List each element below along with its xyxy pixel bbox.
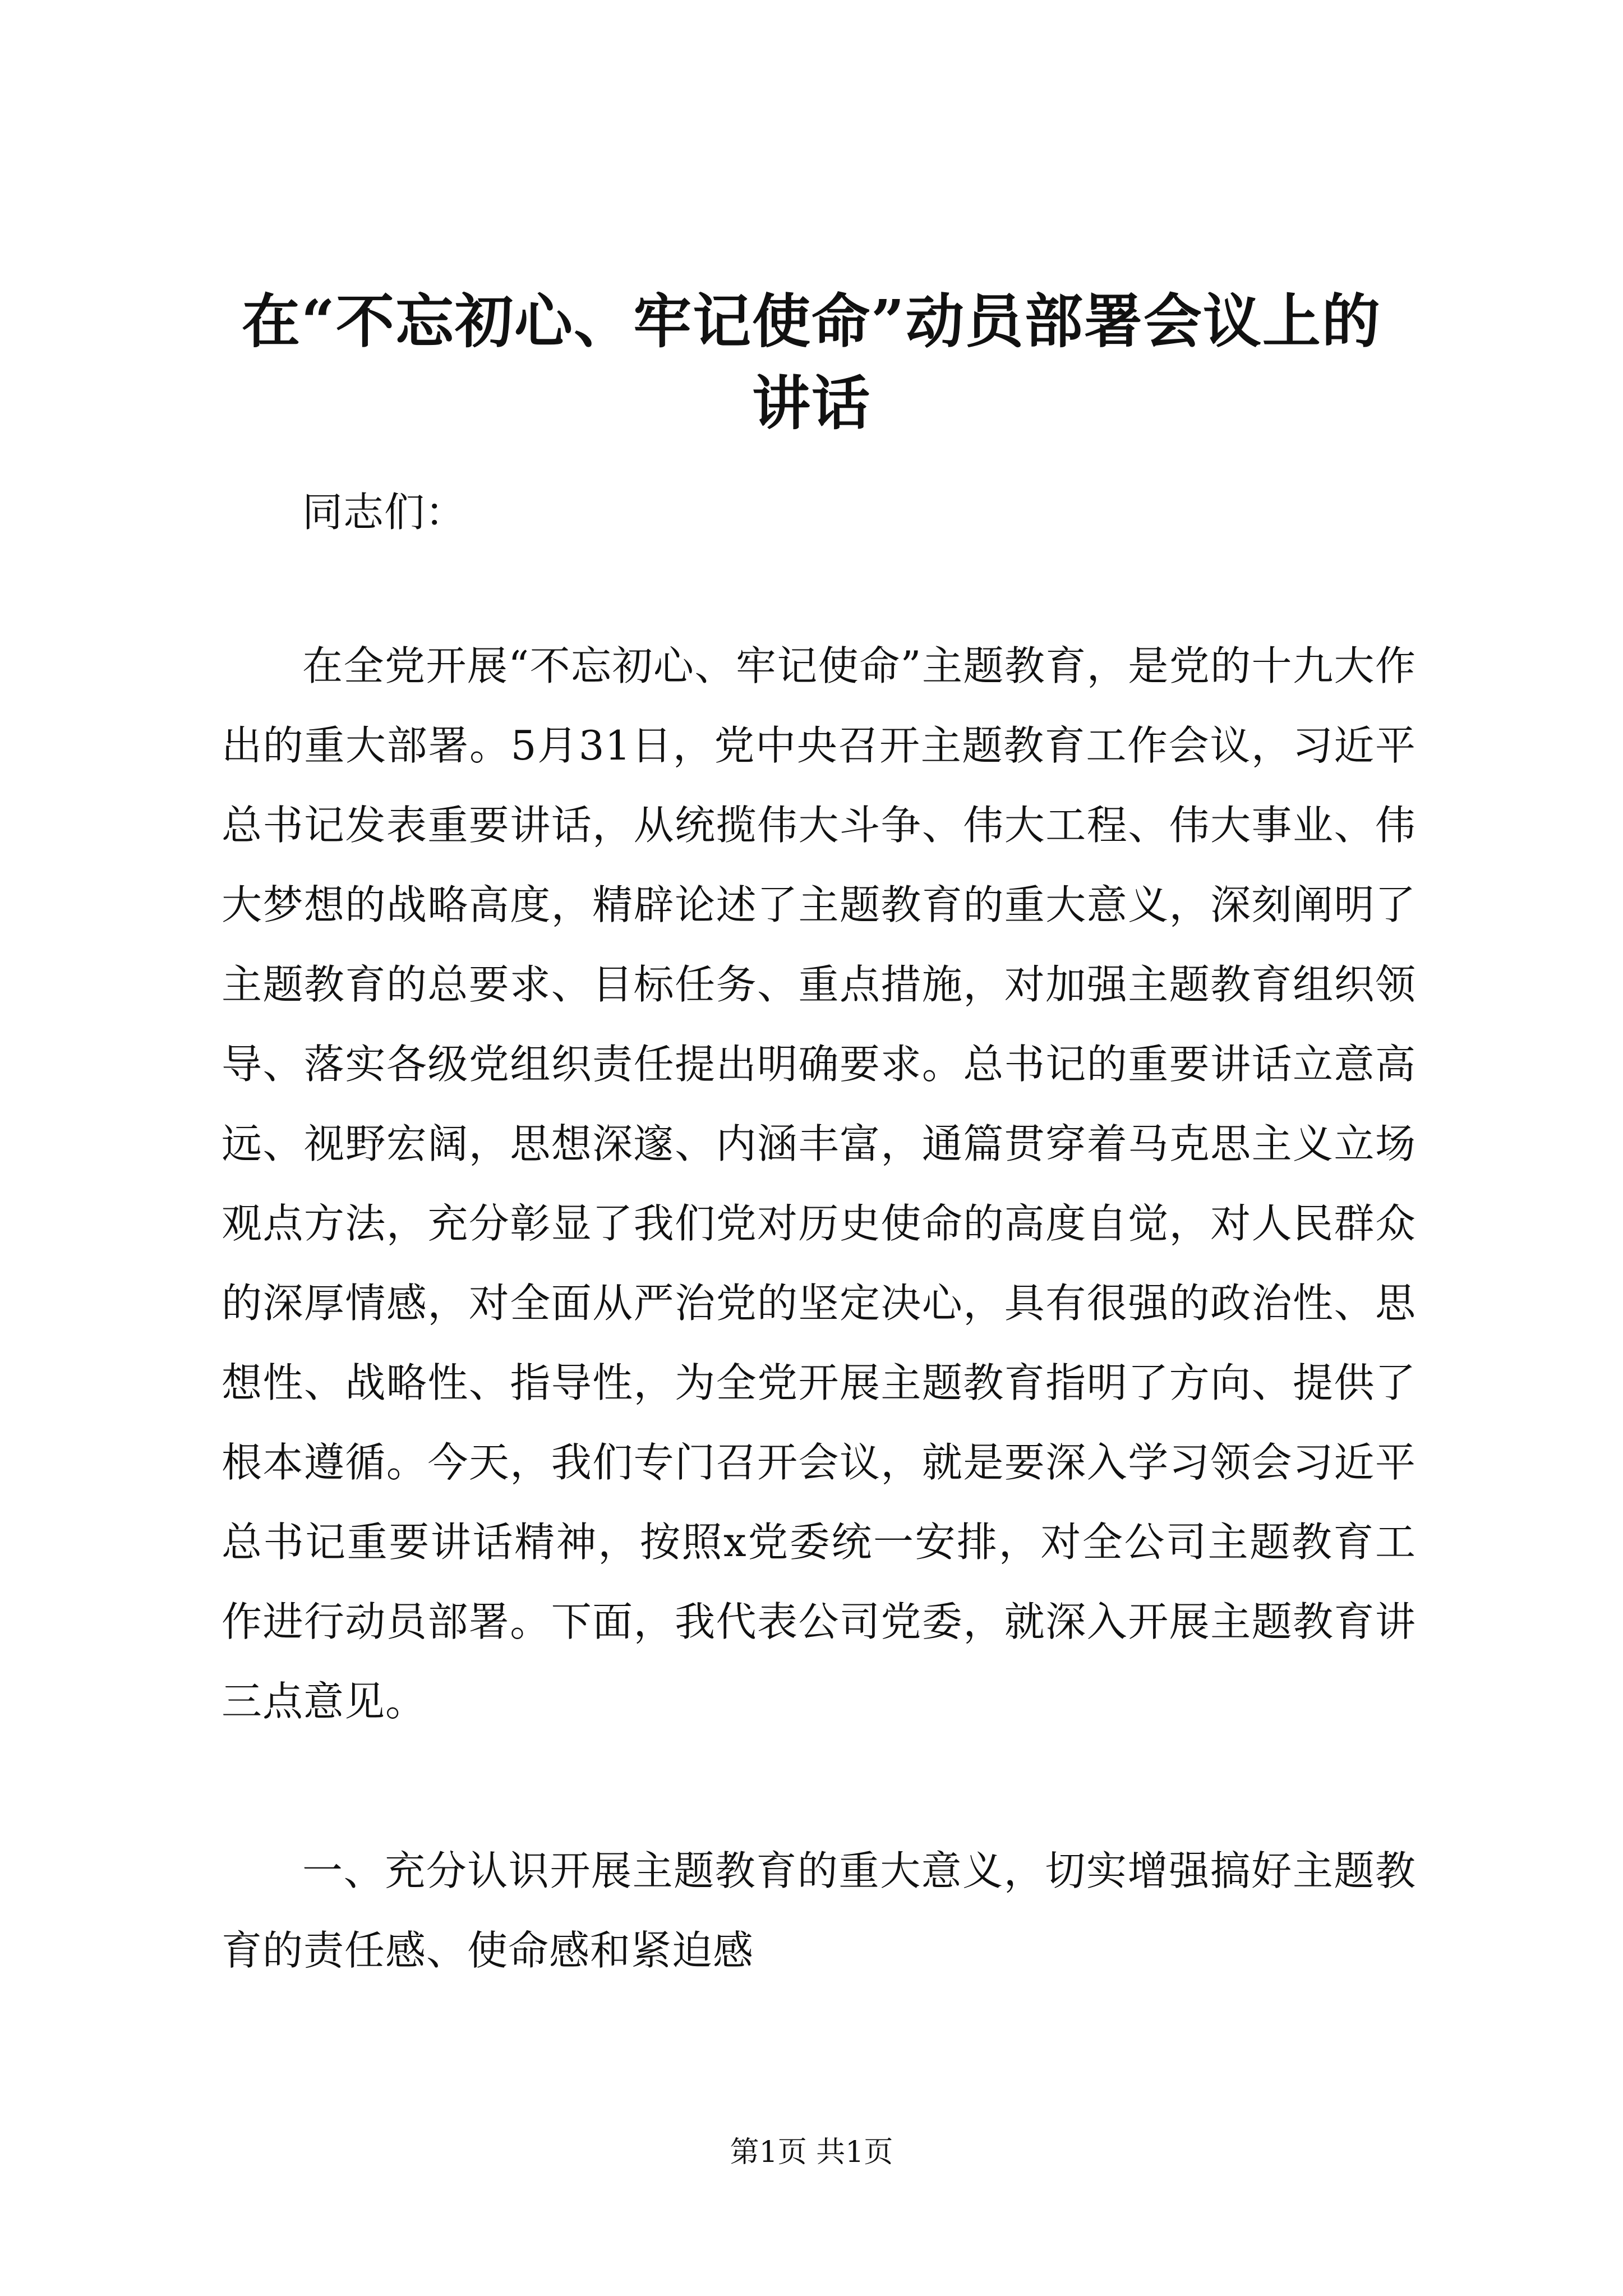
title-line-2: 讲话	[751, 368, 871, 438]
page-footer: 第1页 共1页	[730, 2136, 893, 2169]
document-title	[168, 280, 1455, 444]
salutation: 同志们：	[302, 489, 467, 536]
section-heading-1: 一、充分认识开展主题教育的重大意义，切实增强搞好主题教育的责任感、使命感和紧迫感	[222, 1847, 1416, 1974]
paragraph-intro: 在全党开展“不忘初心、牢记使命”主题教育，是党的十九大作出的重大部署。5月31日，党中央召开主题教育工作会议，习近平总书记发表重要讲话，从统揽伟大斗争、伟大工程、伟大事业、伟大梦想的战略高度，精辟论述了主题教育的重大意义，深刻阐明了主题教育的总要求、目标任务、重点措施，对加强主题教育组织领导、落实各级党组织责任提出明确要求。总书记的重要讲话立意高远、视野宏阔，思想深邃、内涵丰富，通篇贯穿着马克思主义立场观点方法，充分彰显了我们党对历史使命的高度自觉，对人民群众的深厚情感，对全面从严治党的坚定决心，具有很强的政治性、思想性、战略性、指导性，为全党开展主题教育指明了方向、提供了根本遵循。今天，我们专门召开会议，就是要深入学习领会习近平总书记重要讲话精神，按照x党委统一安排，对全公司主题教育工作进行动员部署。下面，我代表公司党委，就深入开展主题教育讲三点意见。	[222, 642, 1416, 1725]
title-line-1: 在“不忘初心、牢记使命”动员部署会议上的	[242, 286, 1381, 356]
